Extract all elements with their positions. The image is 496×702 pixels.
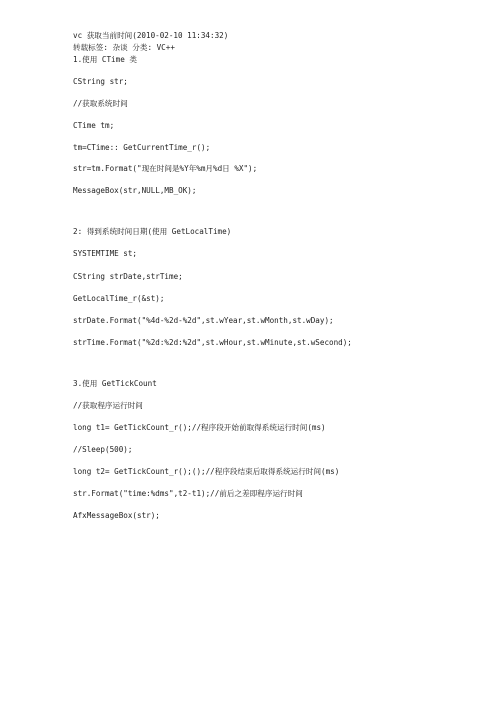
code-line: SYSTEMTIME st; [73,249,138,258]
doc-tags: 转载标签: 杂谈 分类: VC++ [73,43,175,52]
code-line: CString strDate,strTime; [73,272,183,281]
code-comment: //Sleep(500); [73,445,133,454]
code-line: str=tm.Format("现在时间是%Y年%m月%d日 %X"); [73,164,258,173]
code-line: MessageBox(str,NULL,MB_OK); [73,186,197,195]
code-line: str.Format("time:%dms",t2-t1);//前后之差即程序运行时间 [73,489,303,498]
code-line: strTime.Format("%2d:%2d:%2d",st.wHour,st.wMinute,st.wSecond); [73,338,352,347]
section-heading-2: 2: 得到系统时间日期(使用 GetLocalTime) [73,227,232,236]
code-line: GetLocalTime_r(&st); [73,294,165,303]
code-line: CTime tm; [73,121,115,130]
code-line: CString str; [73,77,128,86]
section-heading-3: 3.使用 GetTickCount [73,379,157,388]
code-line: long t2= GetTickCount_r();();//程序段结束后取得系统运行时间(ms) [73,467,340,476]
code-comment: //获取系统时间 [73,99,128,108]
code-line: long t1= GetTickCount_r();//程序段开始前取得系统运行时间(ms) [73,423,326,432]
code-line: strDate.Format("%4d-%2d-%2d",st.wYear,st.wMonth,st.wDay); [73,316,334,325]
section-heading-1: 1.使用 CTime 类 [73,55,137,64]
code-line: tm=CTime:: GetCurrentTime_r(); [73,143,211,152]
code-comment: //获取程序运行时间 [73,401,143,410]
code-line: AfxMessageBox(str); [73,511,160,520]
doc-title: vc 获取当前时间(2010-02-10 11:34:32) [73,31,229,40]
